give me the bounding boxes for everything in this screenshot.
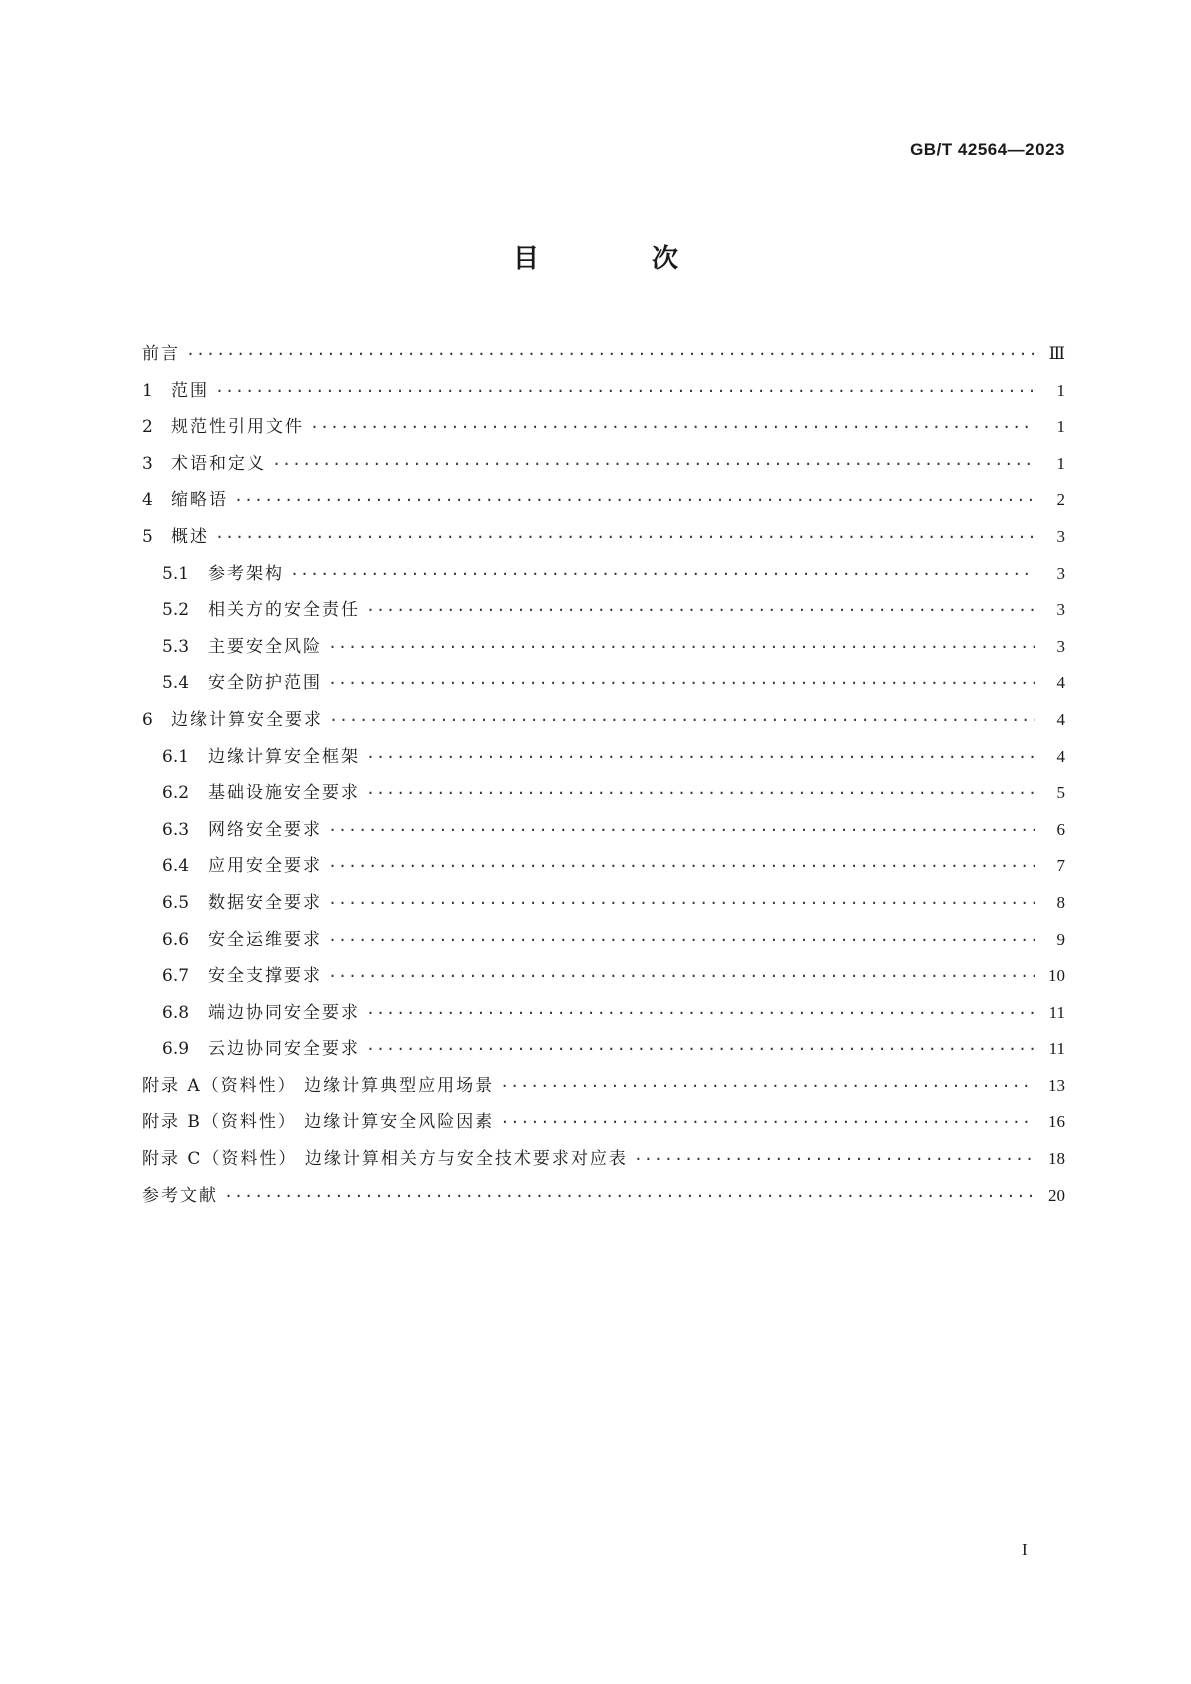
toc-dot-leader [366,592,1035,629]
toc-entry-number: 4 [142,490,153,511]
toc-entry-page: 3 [1056,636,1065,656]
toc-entry-page: 20 [1048,1185,1065,1205]
toc-dot-leader [328,812,1035,849]
toc-entry[interactable] [142,812,1065,849]
standard-code: GB/T 42564—2023 [910,140,1065,159]
toc-entry-page: 6 [1056,819,1065,839]
toc-dot-leader [366,775,1035,812]
toc-entry[interactable] [142,702,1065,739]
toc-dot-leader [224,1178,1035,1215]
toc-dot-leader [366,995,1035,1032]
toc-entry[interactable] [142,1104,1065,1141]
toc-entry-page: 1 [1056,453,1065,473]
toc-entry-page: 11 [1048,1039,1065,1059]
toc-entry[interactable] [142,556,1065,593]
toc-dot-leader [329,702,1035,739]
toc-entry[interactable] [142,519,1065,556]
toc-entry[interactable] [142,336,1065,373]
toc-entry-label: 云边协同安全要求 [208,1039,360,1060]
toc-dot-leader [366,739,1035,776]
toc-entry-number: 1 [142,380,153,401]
toc-entry-label: 边缘计算安全要求 [171,709,323,730]
toc-entry-label: 范围 [171,380,209,401]
toc-entry-label: 附录 C（资料性） 边缘计算相关方与安全技术要求对应表 [142,1149,628,1170]
toc-dot-leader [215,519,1035,556]
toc-dot-leader [290,556,1035,593]
toc-dot-leader [328,922,1035,959]
toc-entry-label: 安全支撑要求 [208,966,322,987]
toc-entry-label: 数据安全要求 [208,892,322,913]
toc-entry-page: 1 [1056,417,1065,437]
toc-entry-number: 5 [142,526,153,547]
toc-dot-leader [328,665,1035,702]
toc-entry-number: 6.7 [162,966,190,987]
toc-entry-page: 2 [1056,490,1065,510]
toc-entry-label: 相关方的安全责任 [208,600,360,621]
toc-entry-page: 10 [1048,966,1065,986]
toc-entry-label: 术语和定义 [171,453,266,474]
toc-entry-label: 应用安全要求 [208,856,322,877]
page-number: I [1022,1540,1028,1559]
toc-entry-page: 9 [1056,929,1065,949]
toc-entry-page: 1 [1056,380,1065,400]
toc-entry-label: 附录 B（资料性） 边缘计算安全风险因素 [142,1112,495,1133]
toc-entry-label: 网络安全要求 [208,819,322,840]
toc-dot-leader [215,373,1035,410]
table-of-contents [142,336,1065,1214]
toc-entry[interactable] [142,885,1065,922]
toc-entry-label: 参考文献 [142,1185,218,1206]
toc-dot-leader [328,885,1035,922]
toc-entry-label: 规范性引用文件 [171,417,304,438]
toc-entry[interactable] [142,1141,1065,1178]
toc-entry[interactable] [142,373,1065,410]
toc-entry-label: 缩略语 [171,490,228,511]
toc-dot-leader [310,409,1035,446]
toc-entry[interactable] [142,592,1065,629]
toc-entry-page: 4 [1056,746,1065,766]
toc-entry[interactable] [142,1068,1065,1105]
toc-entry-number: 6.8 [162,1002,190,1023]
toc-entry-number: 3 [142,453,153,474]
toc-dot-leader [234,482,1035,519]
toc-entry-label: 边缘计算安全框架 [208,746,360,767]
toc-entry-page: 4 [1056,673,1065,693]
toc-entry-number: 6.6 [162,929,190,950]
toc-entry[interactable] [142,1031,1065,1068]
toc-entry-page: 11 [1048,1002,1065,1022]
toc-entry-page: 3 [1056,526,1065,546]
toc-entry-number: 6.1 [162,746,190,767]
toc-dot-leader [500,1104,1035,1141]
toc-entry-number: 6.9 [162,1039,190,1060]
toc-entry-label: 附录 A（资料性） 边缘计算典型应用场景 [142,1075,495,1096]
toc-entry[interactable] [142,409,1065,446]
toc-entry-label: 安全防护范围 [208,673,322,694]
toc-entry-page: 3 [1056,600,1065,620]
toc-entry-number: 6.5 [162,892,190,913]
toc-dot-leader [500,1068,1035,1105]
toc-dot-leader [366,1031,1035,1068]
toc-entry-number: 6.3 [162,819,190,840]
toc-dot-leader [186,336,1035,373]
toc-entry[interactable] [142,629,1065,666]
toc-entry[interactable] [142,848,1065,885]
toc-entry[interactable] [142,995,1065,1032]
toc-dot-leader [272,446,1035,483]
toc-entry-page: Ⅲ [1048,344,1065,363]
toc-entry-number: 5.3 [162,636,190,657]
toc-entry-number: 5.4 [162,673,190,694]
page-title: 目 次 [512,244,731,274]
toc-entry-page: 16 [1048,1112,1065,1132]
toc-entry-page: 7 [1056,856,1065,876]
toc-entry-label: 基础设施安全要求 [208,783,360,804]
toc-entry[interactable] [142,775,1065,812]
toc-dot-leader [634,1141,1035,1178]
toc-entry[interactable] [142,665,1065,702]
toc-entry-number: 5.2 [162,600,190,621]
toc-dot-leader [328,848,1035,885]
toc-entry-page: 8 [1056,892,1065,912]
toc-entry-label: 概述 [171,526,209,547]
toc-entry[interactable] [142,446,1065,483]
toc-entry-number: 2 [142,417,153,438]
toc-entry-page: 5 [1056,783,1065,803]
toc-entry-label: 端边协同安全要求 [208,1002,360,1023]
toc-entry[interactable] [142,739,1065,776]
toc-entry[interactable] [142,922,1065,959]
toc-entry-page: 18 [1048,1149,1065,1169]
toc-entry-label: 主要安全风险 [208,636,322,657]
toc-entry-number: 6.2 [162,783,190,804]
toc-entry-label: 安全运维要求 [208,929,322,950]
toc-dot-leader [328,629,1035,666]
toc-entry-number: 6 [142,709,153,730]
toc-entry[interactable] [142,482,1065,519]
toc-dot-leader [328,958,1035,995]
toc-entry-label: 前言 [142,344,180,364]
toc-entry-page: 4 [1056,709,1065,729]
toc-entry-number: 5.1 [162,563,190,584]
toc-entry[interactable] [142,1178,1065,1215]
toc-entry-page: 3 [1056,563,1065,583]
toc-entry-page: 13 [1048,1075,1065,1095]
toc-entry[interactable] [142,958,1065,995]
toc-entry-label: 参考架构 [208,563,284,584]
toc-entry-number: 6.4 [162,856,190,877]
